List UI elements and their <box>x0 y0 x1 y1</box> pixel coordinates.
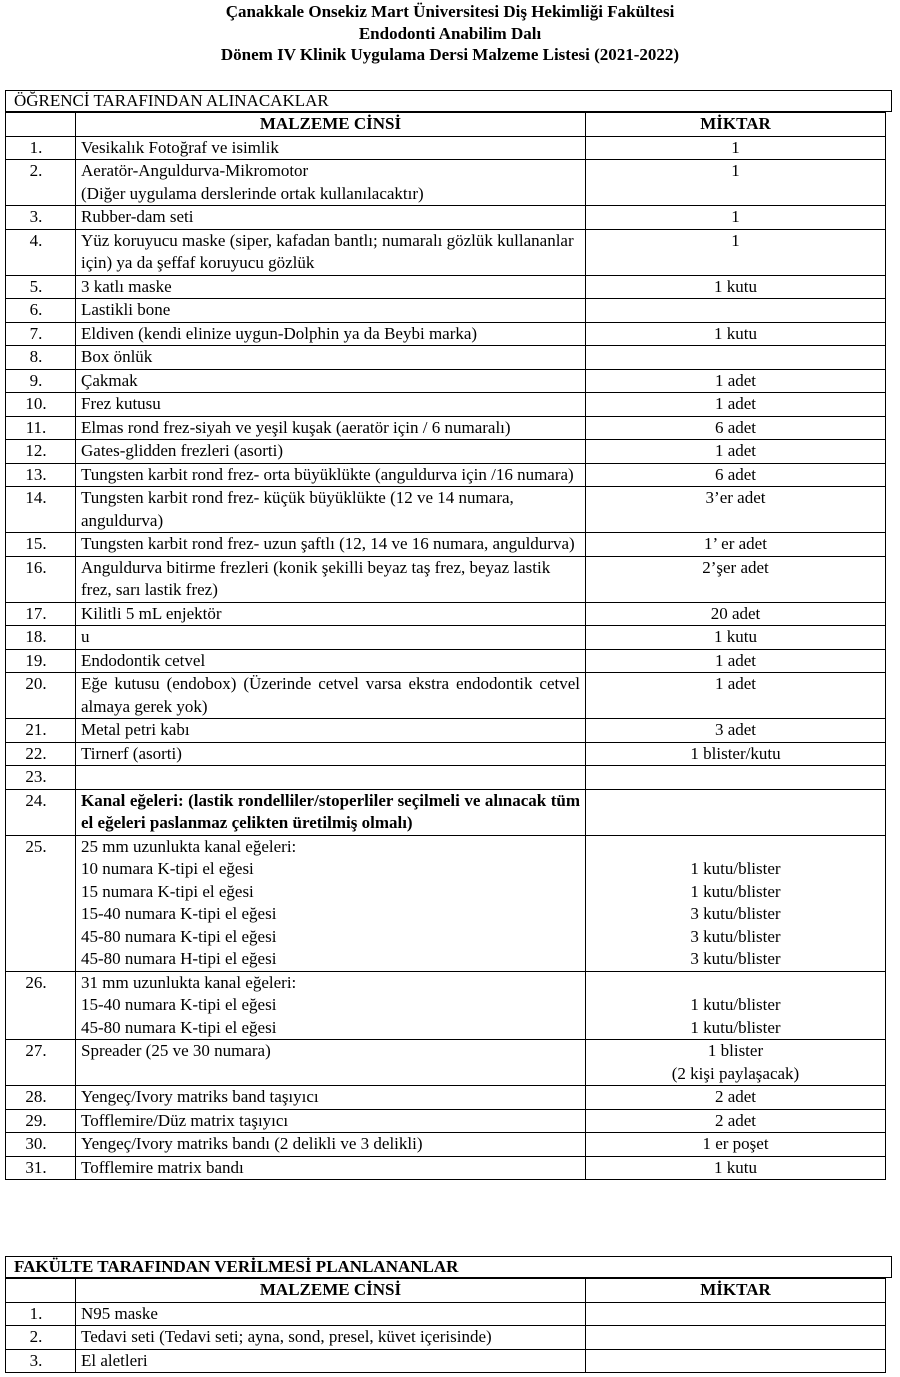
material-cell <box>76 346 586 370</box>
table-row <box>6 299 886 323</box>
material-text: u <box>81 627 90 646</box>
quantity-text: 2 adet <box>714 1110 757 1130</box>
row-number: 3. <box>6 206 76 230</box>
table-row <box>6 556 886 602</box>
quantity-text: 1 adet <box>714 370 757 390</box>
material-text: Aeratör-Anguldurva-Mikromotor <box>81 161 309 180</box>
material-cell <box>76 160 586 206</box>
table-row <box>6 673 886 719</box>
material-cell <box>76 742 586 766</box>
material-text: 15-40 numara K-tipi el eğesi <box>81 995 277 1014</box>
quantity-text: 1 kutu/blister <box>690 859 781 878</box>
quantity-text: (2 kişi paylaşacak) <box>671 1063 800 1083</box>
quantity-cell <box>586 440 886 464</box>
material-text: Vesikalık Fotoğraf ve isimlik <box>81 137 279 157</box>
material-text: Anguldurva bitirme frezleri (konik şekilli beyaz taş frez, beyaz lastik frez, sarı lastik frez) <box>81 557 551 599</box>
table-row <box>6 346 886 370</box>
table-row <box>6 835 886 971</box>
quantity-cell <box>586 1109 886 1133</box>
header-quantity: MİKTAR <box>586 1279 886 1303</box>
quantity-text: 1 blister <box>707 1041 764 1060</box>
quantity-text: 1 adet <box>714 441 757 460</box>
row-number: 7. <box>6 322 76 346</box>
material-cell <box>76 1040 586 1086</box>
material-cell <box>76 835 586 971</box>
quantity-text: 1 adet <box>714 650 757 670</box>
material-cell <box>76 556 586 602</box>
quantity-cell <box>586 1349 886 1373</box>
material-text: Rubber-dam seti <box>81 207 194 226</box>
quantity-text: 1 kutu <box>714 323 757 343</box>
section-title-student: ÖĞRENCİ TARAFINDAN ALINACAKLAR <box>5 90 892 112</box>
quantity-text: 3 kutu/blister <box>690 904 781 923</box>
quantity-cell <box>586 602 886 626</box>
material-cell <box>76 1086 586 1110</box>
quantity-text: 1 er poşet <box>702 1134 769 1153</box>
material-cell: Tedavi seti (Tedavi seti; ayna, sond, presel, küvet içerisinde) <box>76 1326 586 1350</box>
row-number: 13. <box>6 463 76 487</box>
table-row <box>6 766 886 790</box>
row-number: 2. <box>6 1326 76 1350</box>
material-text: 15 numara K-tipi el eğesi <box>81 881 254 901</box>
table-row <box>6 602 886 626</box>
table-row <box>6 136 886 160</box>
quantity-cell <box>586 1086 886 1110</box>
material-text: 45-80 numara K-tipi el eğesi <box>81 926 277 946</box>
material-text: Kanal eğeleri: (lastik rondelliler/stoperliler seçilmeli ve alınacak tüm el eğeleri paslanmaz çelikten üretilmiş olmalı) <box>81 790 580 832</box>
row-number: 14. <box>6 487 76 533</box>
row-number: 3. <box>6 1349 76 1373</box>
quantity-text: 1 kutu <box>714 627 757 646</box>
quantity-cell <box>586 322 886 346</box>
material-text: Elmas rond frez-siyah ve yeşil kuşak (aeratör için / 6 numaralı) <box>81 417 511 437</box>
quantity-cell <box>586 1040 886 1086</box>
quantity-text: 1 <box>731 137 740 157</box>
row-number: 18. <box>6 626 76 650</box>
table-row <box>6 322 886 346</box>
quantity-text: 1 kutu/blister <box>690 881 781 901</box>
quantity-text: 1 <box>731 230 740 250</box>
student-materials-table <box>5 112 886 1180</box>
material-text: 45-80 numara K-tipi el eğesi <box>81 1017 277 1037</box>
header-material: MALZEME CİNSİ <box>76 113 586 137</box>
table-row <box>6 971 886 1040</box>
quantity-cell <box>586 742 886 766</box>
table-row <box>6 393 886 417</box>
table-row <box>6 440 886 464</box>
material-cell <box>76 299 586 323</box>
material-text: Gates-glidden frezleri (asorti) <box>81 441 284 460</box>
material-text: (Diğer uygulama derslerinde ortak kullanılacaktır) <box>81 183 424 203</box>
faculty-materials-table <box>5 1278 886 1373</box>
material-text: Metal petri kabı <box>81 720 190 739</box>
row-number: 26. <box>6 971 76 1040</box>
quantity-text: 1 kutu <box>714 1157 757 1177</box>
table-row <box>6 229 886 275</box>
quantity-text <box>591 972 880 995</box>
quantity-cell <box>586 206 886 230</box>
row-number: 9. <box>6 369 76 393</box>
header-material: MALZEME CİNSİ <box>76 1279 586 1303</box>
quantity-cell <box>586 649 886 673</box>
row-number: 16. <box>6 556 76 602</box>
material-cell <box>76 229 586 275</box>
row-number: 11. <box>6 416 76 440</box>
quantity-cell <box>586 393 886 417</box>
row-number: 27. <box>6 1040 76 1086</box>
table-row <box>6 416 886 440</box>
material-text: 10 numara K-tipi el eğesi <box>81 859 254 878</box>
table-row <box>6 463 886 487</box>
quantity-text: 2 adet <box>714 1087 757 1106</box>
row-number: 28. <box>6 1086 76 1110</box>
material-text: Yengeç/Ivory matriks band taşıyıcı <box>81 1087 319 1106</box>
quantity-text: 1 kutu <box>714 276 757 296</box>
table-row <box>6 1109 886 1133</box>
material-cell <box>76 971 586 1040</box>
table-row <box>6 487 886 533</box>
material-text: Çakmak <box>81 370 138 390</box>
material-text: Yüz koruyucu maske (siper, kafadan bantlı; numaralı gözlük kullananlar için) ya da şeffaf koruyucu gözlük <box>81 230 574 272</box>
material-text: Endodontik cetvel <box>81 650 206 670</box>
table-row <box>6 1302 886 1326</box>
material-text: Tungsten karbit rond frez- küçük büyüklükte (12 ve 14 numara, anguldurva) <box>81 488 514 530</box>
row-number: 8. <box>6 346 76 370</box>
row-number: 4. <box>6 229 76 275</box>
row-number: 2. <box>6 160 76 206</box>
material-text: Yengeç/Ivory matriks bandı (2 delikli ve 3 delikli) <box>81 1134 423 1153</box>
table-row <box>6 160 886 206</box>
quantity-text: 1 blister/kutu <box>690 743 781 763</box>
material-text: Box önlük <box>81 347 153 366</box>
row-number: 10. <box>6 393 76 417</box>
table-row <box>6 1349 886 1373</box>
quantity-cell <box>586 463 886 487</box>
quantity-cell <box>586 369 886 393</box>
table-row <box>6 369 886 393</box>
quantity-cell <box>586 136 886 160</box>
table-row <box>6 1040 886 1086</box>
row-number: 6. <box>6 299 76 323</box>
material-text: 31 mm uzunlukta kanal eğeleri: <box>81 972 297 992</box>
table-header-row <box>6 1279 886 1303</box>
row-number: 12. <box>6 440 76 464</box>
quantity-cell <box>586 789 886 835</box>
quantity-text: 1’ er adet <box>704 534 767 553</box>
quantity-text: 3 kutu/blister <box>690 949 781 968</box>
material-text: Tofflemire matrix bandı <box>81 1157 244 1177</box>
quantity-cell <box>586 533 886 557</box>
table-header-row <box>6 113 886 137</box>
quantity-cell <box>586 971 886 1040</box>
material-cell <box>76 766 586 790</box>
quantity-cell <box>586 160 886 206</box>
material-cell <box>76 719 586 743</box>
material-cell <box>76 136 586 160</box>
header-line-3: Dönem IV Klinik Uygulama Dersi Malzeme Listesi (2021-2022) <box>220 45 680 64</box>
quantity-cell <box>586 1156 886 1180</box>
material-cell <box>76 440 586 464</box>
material-cell <box>76 649 586 673</box>
quantity-cell <box>586 487 886 533</box>
quantity-cell <box>586 229 886 275</box>
material-cell <box>76 393 586 417</box>
quantity-cell <box>586 766 886 790</box>
quantity-text: 20 adet <box>710 603 761 623</box>
material-text: 45-80 numara H-tipi el eğesi <box>81 949 277 968</box>
quantity-text: 3 kutu/blister <box>690 926 781 946</box>
material-cell <box>76 533 586 557</box>
material-cell <box>76 1109 586 1133</box>
table-row <box>6 275 886 299</box>
material-cell <box>76 463 586 487</box>
quantity-cell <box>586 416 886 440</box>
material-text: Eldiven (kendi elinize uygun-Dolphin ya da Beybi marka) <box>81 323 478 343</box>
material-cell <box>76 626 586 650</box>
quantity-text: 1 kutu/blister <box>690 995 781 1014</box>
material-cell <box>76 487 586 533</box>
material-cell <box>76 602 586 626</box>
material-cell <box>76 206 586 230</box>
quantity-cell <box>586 719 886 743</box>
material-cell <box>76 322 586 346</box>
quantity-text: 6 adet <box>714 417 757 437</box>
quantity-text: 1 <box>731 161 740 180</box>
material-cell: N95 maske <box>76 1302 586 1326</box>
header-number-cell <box>6 113 76 137</box>
row-number: 31. <box>6 1156 76 1180</box>
table-row <box>6 649 886 673</box>
material-text: Tungsten karbit rond frez- orta büyüklükte (anguldurva için /16 numara) <box>81 464 574 484</box>
table-row <box>6 789 886 835</box>
material-cell <box>76 369 586 393</box>
row-number: 15. <box>6 533 76 557</box>
document-header <box>0 0 900 66</box>
material-text: 25 mm uzunlukta kanal eğeleri: <box>81 836 297 856</box>
table-row <box>6 742 886 766</box>
material-cell <box>76 275 586 299</box>
material-text: Tofflemire/Düz matrix taşıyıcı <box>81 1110 289 1130</box>
quantity-cell <box>586 835 886 971</box>
header-number-cell <box>6 1279 76 1303</box>
material-cell <box>76 1133 586 1157</box>
quantity-text: 2’şer adet <box>702 557 769 577</box>
material-text: 15-40 numara K-tipi el eğesi <box>81 904 277 923</box>
quantity-cell <box>586 275 886 299</box>
quantity-cell <box>586 1326 886 1350</box>
material-text: Frez kutusu <box>81 394 161 413</box>
row-number: 17. <box>6 602 76 626</box>
section-title-faculty: FAKÜLTE TARAFINDAN VERİLMESİ PLANLANANLAR <box>5 1256 892 1278</box>
row-number: 1. <box>6 136 76 160</box>
quantity-text <box>591 836 880 859</box>
header-line-2: Endodonti Anabilim Dalı <box>358 23 542 43</box>
material-text: Kilitli 5 mL enjektör <box>81 603 222 623</box>
row-number: 5. <box>6 275 76 299</box>
table-row <box>6 1156 886 1180</box>
material-cell <box>76 789 586 835</box>
quantity-cell <box>586 626 886 650</box>
quantity-text: 1 <box>731 207 740 226</box>
material-text: Spreader (25 ve 30 numara) <box>81 1041 271 1060</box>
quantity-cell <box>586 1133 886 1157</box>
table-row <box>6 1086 886 1110</box>
row-number: 30. <box>6 1133 76 1157</box>
row-number: 22. <box>6 742 76 766</box>
material-text: Tungsten karbit rond frez- uzun şaftlı (12, 14 ve 16 numara, anguldurva) <box>81 534 575 553</box>
quantity-text: 3’er adet <box>705 488 766 507</box>
quantity-cell <box>586 556 886 602</box>
material-cell <box>76 1156 586 1180</box>
quantity-text: 3 adet <box>714 720 757 739</box>
quantity-text: 1 adet <box>714 674 757 693</box>
table-row <box>6 626 886 650</box>
quantity-cell <box>586 1302 886 1326</box>
material-text: 3 katlı maske <box>81 276 172 296</box>
material-cell: El aletleri <box>76 1349 586 1373</box>
row-number: 19. <box>6 649 76 673</box>
row-number: 20. <box>6 673 76 719</box>
quantity-cell <box>586 299 886 323</box>
row-number: 1. <box>6 1302 76 1326</box>
quantity-text: 1 adet <box>714 394 757 413</box>
material-text: Eğe kutusu (endobox) (Üzerinde cetvel varsa ekstra endodontik cetvel almaya gerek yok) <box>81 674 580 716</box>
table-row <box>6 206 886 230</box>
table-row <box>6 533 886 557</box>
row-number: 23. <box>6 766 76 790</box>
quantity-cell <box>586 346 886 370</box>
header-quantity: MİKTAR <box>586 113 886 137</box>
quantity-text: 6 adet <box>714 464 757 484</box>
table-row <box>6 1326 886 1350</box>
material-text: Lastikli bone <box>81 300 171 319</box>
material-cell <box>76 416 586 440</box>
row-number: 24. <box>6 789 76 835</box>
quantity-cell <box>586 673 886 719</box>
material-text: Tirnerf (asorti) <box>81 743 182 763</box>
table-row <box>6 1133 886 1157</box>
quantity-text: 1 kutu/blister <box>690 1017 781 1037</box>
row-number: 25. <box>6 835 76 971</box>
material-cell <box>76 673 586 719</box>
header-line-1: Çanakkale Onsekiz Mart Üniversitesi Diş Hekimliği Fakültesi <box>225 2 675 21</box>
row-number: 29. <box>6 1109 76 1133</box>
row-number: 21. <box>6 719 76 743</box>
table-row <box>6 719 886 743</box>
